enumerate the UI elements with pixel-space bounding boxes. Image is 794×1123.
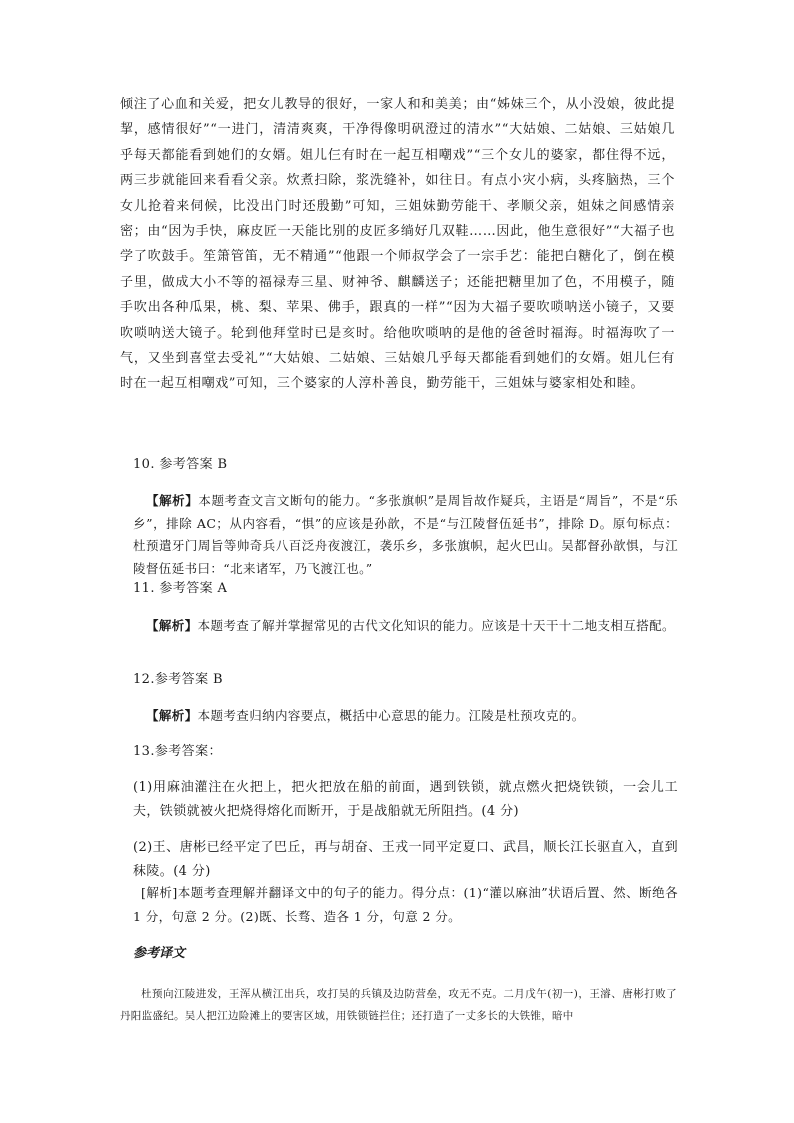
q12-analysis-text: 本题考查归纳内容要点，概括中心意思的能力。江陵是杜预攻克的。 <box>197 708 585 723</box>
q12-analysis <box>133 705 678 728</box>
q10-analysis-text: 本题考查文言文断句的能力。“多张旗帜”是周旨故作疑兵，主语是“周旨”，不是“乐乡”，排除 AC；从内容看，“惧”的应该是孙歆，不是“与江陵督伍延书”，排除 D。原句标点：杜预遣牙门周旨等帅奇兵八百泛舟夜渡江，袭乐乡，多张旗帜，起火巴山。吴都督孙歆惧，与江陵督伍延书曰：“北来诸军，乃飞渡江也。” <box>133 493 678 576</box>
q10-analysis <box>133 490 678 580</box>
analysis-paragraph: 倾注了心血和关爱，把女儿教导的很好，一家人和和美美；由“姊妹三个，从小没娘，彼此提挈，感情很好”“一进门，清清爽爽，干净得像明矾澄过的清水”“大姑娘、二姑娘、三姑娘几乎每天都能看到她们的女婿。姐儿仨有时在一起互相嘲戏”“三个女儿的婆家，都住得不远，两三步就能回来看看父亲。炊煮扫除，浆洗缝补，如往日。有点小灾小病，头疼脑热，三个女儿抢着来伺候，比没出门时还殷勤”可知，三姐妹勤劳能干、孝顺父亲，姐妹之间感情亲密；由“因为手快，麻皮匠一天能比别的皮匠多绱好几双鞋……因此，他生意很好”“大福子也学了吹鼓手。笙箫管笛，无不精通”“他跟一个师叔学会了一宗手艺：能把白糖化了，倒在模子里，做成大小不等的福禄寿三星、财神爷、麒麟送子；还能把糖里加了色，不用模子，随手吹出各种瓜果，桃、梨、苹果、佛手，跟真的一样”“因为大福子要吹唢呐送小镜子，又要吹唢呐送大镜子。轮到他拜堂时已是亥时。给他吹唢呐的是他的爸爸时福海。时福海吹了一气，又坐到喜堂去受礼”“大姑娘、二姑娘、三姑娘几乎每天都能看到她们的女婿。姐儿仨有时在一起互相嘲戏”可知，三个婆家的人淳朴善良，勤劳能干，三姐妹与婆家相处和睦。 <box>120 97 675 392</box>
translation-text: 杜预向江陵进发，王浑从横江出兵，攻打吴的兵镇及边防营垒，攻无不克。二月戊午(初一)，王濬、唐彬打败了丹阳监盛纪。吴人把江边险滩上的要害区域，用铁锁链拦住；还打造了一丈多长的大铁锥，暗中 <box>120 988 677 1022</box>
q12-answer: 12.参考答案 B <box>133 672 223 687</box>
q11-analysis <box>133 613 678 638</box>
analysis-tag: 【解析】 <box>146 493 199 508</box>
q13-item-1: (1)用麻油灌注在火把上，把火把放在船的前面，遇到铁锁，就点燃火把烧铁锁，一会儿工夫，铁锁就被火把烧得熔化而断开，于是战船就无所阻挡。(4 分) <box>133 780 678 819</box>
q13-answer: 13.参考答案： <box>133 744 222 759</box>
q10-answer: 10. 参考答案 B <box>133 457 228 472</box>
translation-title: 参考译文 <box>133 946 186 961</box>
q11-analysis-text: 本题考查了解并掌握常见的古代文化知识的能力。应该是十天干十二地支相互搭配。 <box>197 618 675 633</box>
q13-analysis: [解析]本题考查理解并翻译文中的句子的能力。得分点：(1)“灌以麻油”状语后置、然、断绝各 1 分，句意 2 分。(2)既、长骛、造各 1 分，句意 2 分。 <box>133 885 678 924</box>
analysis-tag: 【解析】 <box>146 618 198 633</box>
q13-item-2: (2)王、唐彬已经平定了巴丘，再与胡奋、王戎一同平定夏口、武昌，顺长江长驱直入，直到秣陵。(4 分) <box>133 840 678 879</box>
analysis-tag: 【解析】 <box>146 708 198 723</box>
q11-answer: 11. 参考答案 A <box>133 581 228 596</box>
